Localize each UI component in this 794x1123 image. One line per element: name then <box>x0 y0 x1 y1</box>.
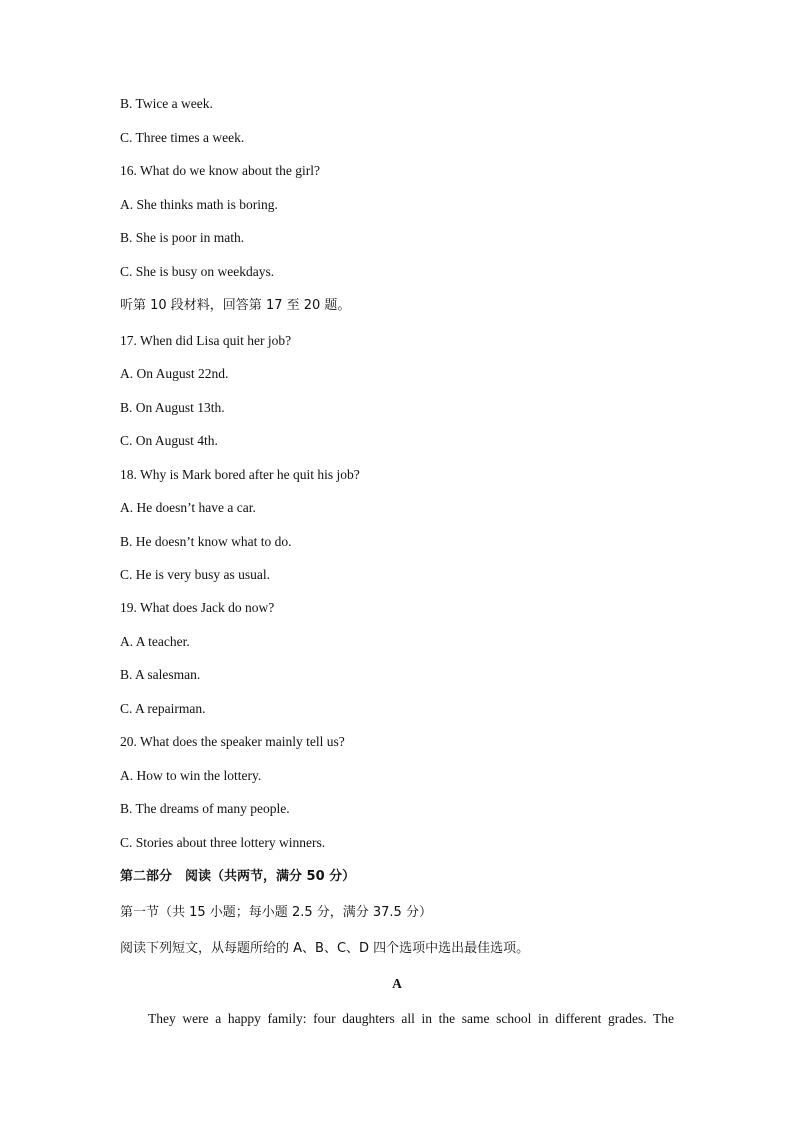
option-line: B. On August 13th. <box>120 400 225 415</box>
question-line: 20. What does the speaker mainly tell us? <box>120 734 345 749</box>
option-line: C. On August 4th. <box>120 433 218 448</box>
passage-label: A <box>392 976 402 991</box>
option-line: A. A teacher. <box>120 634 190 649</box>
option-line: B. A salesman. <box>120 667 201 682</box>
option-line: A. On August 22nd. <box>120 366 229 381</box>
question-line: 16. What do we know about the girl? <box>120 163 320 178</box>
question-line: 17. When did Lisa quit her job? <box>120 333 292 348</box>
section-subtitle: 第一节（共 15 小题；每小题 2.5 分，满分 37.5 分） <box>120 905 432 920</box>
passage-text: They were a happy family: four daughters all in the same school in different grades. The <box>148 1011 674 1026</box>
option-line: C. Stories about three lottery winners. <box>120 835 326 850</box>
question-line: 19. What does Jack do now? <box>120 600 275 615</box>
option-line: A. She thinks math is boring. <box>120 197 278 212</box>
question-line: 18. Why is Mark bored after he quit his job? <box>120 467 360 482</box>
section-title: 第二部分 阅读（共两节，满分 50 分） <box>120 869 356 884</box>
reading-instruction: 阅读下列短文，从每题所给的 A、B、C、D 四个选项中选出最佳选项。 <box>120 941 530 956</box>
option-line: B. She is poor in math. <box>120 230 245 245</box>
option-line: C. A repairman. <box>120 701 206 716</box>
option-line: B. Twice a week. <box>120 96 213 111</box>
option-line: C. She is busy on weekdays. <box>120 264 275 279</box>
listening-instruction: 听第 10 段材料，回答第 17 至 20 题。 <box>120 298 351 313</box>
option-line: C. He is very busy as usual. <box>120 567 270 582</box>
option-line: A. He doesn’t have a car. <box>120 500 256 515</box>
option-line: B. The dreams of many people. <box>120 801 290 816</box>
option-line: A. How to win the lottery. <box>120 768 262 783</box>
option-line: B. He doesn’t know what to do. <box>120 534 292 549</box>
option-line: C. Three times a week. <box>120 130 245 145</box>
